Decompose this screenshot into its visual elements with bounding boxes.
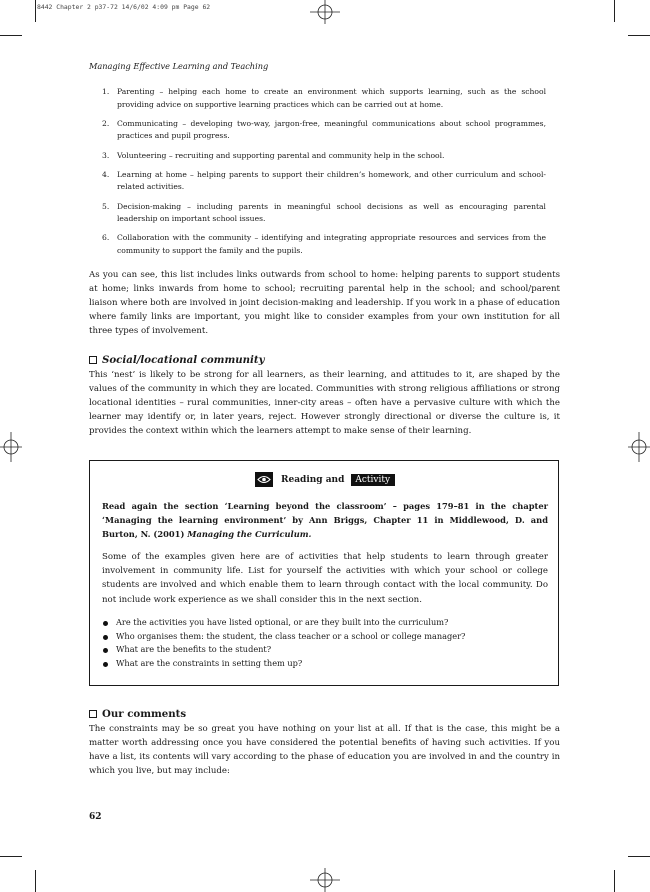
crop-mark xyxy=(0,856,22,857)
activity-questions xyxy=(102,616,465,670)
list-item-text: Decision-making – including parents in meaningful school decisions as well as encouraging parental leadership on important school issues. xyxy=(117,201,546,224)
list-item xyxy=(102,150,546,163)
crop-mark xyxy=(628,856,650,857)
list-item-number: 4. xyxy=(102,169,110,179)
activity-intro xyxy=(102,499,548,541)
activity-intro-text: Read again the section ‘Learning beyond the classroom’ – pages 179–81 in the chapter ‘Managing the learning environment’ by Ann Briggs, Chapter 11 in Middlewood, D. and Burton, N. (2001) xyxy=(102,501,548,539)
list-item-text: Learning at home – helping parents to support their children’s homework, and other curriculum and school-related activities. xyxy=(117,169,546,192)
printer-slug: 8442 Chapter 2 p37-72 14/6/02 4:09 pm Page 62 xyxy=(37,3,211,11)
body-paragraph: As you can see, this list includes links outwards from school to home: helping parents to support students at home; links inwards from home to school; recruiting parental help in the school; and school/parent liaison where both are involved in joint decision-making and leadership. If you work in a phase of education where family links are important, you might like to consider examples from your own institution for all three types of involvement. xyxy=(89,270,560,337)
list-item-number: 2. xyxy=(102,118,110,128)
list-item: What are the constraints in setting them up? xyxy=(102,657,465,671)
registration-mark-icon xyxy=(310,0,340,24)
list-item xyxy=(102,169,546,194)
section-heading-text: Our comments xyxy=(102,708,187,720)
numbered-list xyxy=(102,86,546,264)
list-item: Are the activities you have listed optional, or are they built into the curriculum? xyxy=(102,616,465,630)
body-paragraph: The constraints may be so great you have nothing on your list at all. If that is the case, this might be a matter worth addressing once you have considered the potential benefits of having such activities. If you have a list, its contents will vary according to the phase of education you are involved in and the country in which you live, but may include: xyxy=(89,724,560,777)
registration-mark-icon xyxy=(0,432,22,462)
checkbox-square-icon xyxy=(89,356,97,364)
list-item xyxy=(102,232,546,257)
list-item xyxy=(102,86,546,111)
activity-title: Reading and xyxy=(281,474,345,485)
list-item-number: 5. xyxy=(102,201,110,211)
crop-mark xyxy=(614,870,615,892)
eye-icon xyxy=(255,472,273,487)
running-head: Managing Effective Learning and Teaching xyxy=(89,61,269,71)
crop-mark xyxy=(628,35,650,36)
list-item-number: 3. xyxy=(102,150,110,160)
registration-mark-icon xyxy=(310,868,340,892)
activity-book-title: Managing the Curriculum. xyxy=(187,529,312,539)
registration-mark-icon xyxy=(628,432,650,462)
activity-header xyxy=(255,472,395,487)
crop-mark xyxy=(614,0,615,22)
list-item-number: 1. xyxy=(102,87,110,96)
list-item-text: Communicating – developing two-way, jargon-free, meaningful communications about school programmes, practices and pupil progress. xyxy=(117,118,546,141)
reading-activity-box xyxy=(89,460,559,686)
crop-mark xyxy=(35,0,36,22)
list-item xyxy=(102,118,546,143)
activity-body: Some of the examples given here are of activities that help students to learn through greater involvement in community life. List for yourself the activities with which your school or college students are involved and which enable them to learn through contact with the local community. Do not include work experience as we shall consider this in the next section. xyxy=(102,552,548,605)
list-item: Who organises them: the student, the class teacher or a school or college manager? xyxy=(102,630,465,644)
crop-mark xyxy=(0,35,22,36)
list-item xyxy=(102,201,546,226)
page-number: 62 xyxy=(89,812,102,822)
crop-mark xyxy=(35,870,36,892)
checkbox-square-icon xyxy=(89,710,97,718)
section-heading-social xyxy=(89,353,265,367)
activity-tag: Activity xyxy=(351,474,395,486)
list-item-number: 6. xyxy=(102,233,110,243)
list-item-text: Volunteering – recruiting and supporting parental and community help in the school. xyxy=(117,150,445,160)
section-heading-text: Social/locational community xyxy=(102,354,265,366)
body-paragraph: This ‘nest’ is likely to be strong for all learners, as their learning, and attitudes to it, are shaped by the values of the community in which they are located. Communities with strong religious affiliations or strong locational identities – rural communities, inner-city areas – often have a pervasive culture with which the learner may identify or, in later years, reject. However strongly directional or diverse the culture is, it provides the context within which the learners attempt to make sense of their learning. xyxy=(89,370,560,437)
list-item-text: Parenting – helping each home to create an environment which supports learning, such as the school providing advice on supportive learning practices which can be carried out at home. xyxy=(117,87,546,109)
list-item: What are the benefits to the student? xyxy=(102,643,465,657)
section-heading-comments xyxy=(89,707,186,721)
list-item-text: Collaboration with the community – identifying and integrating appropriate resources and services from the community to support the family and the pupils. xyxy=(117,233,546,255)
